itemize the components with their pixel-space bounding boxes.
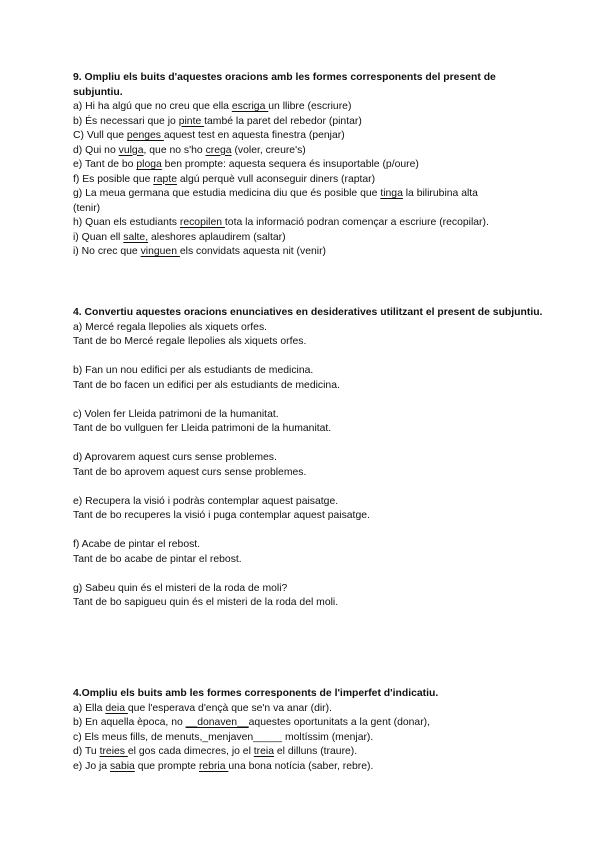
line-text: (tenir) xyxy=(73,202,101,214)
text-line xyxy=(73,187,543,202)
line-text: els convidats aquesta nit (venir) xyxy=(179,246,326,257)
blank-line xyxy=(73,437,543,452)
line-text: b) Fan un nou edifici per als estudiants de medicina. xyxy=(73,365,314,376)
text-line xyxy=(73,321,543,336)
filled-answer: treies xyxy=(99,746,128,757)
line-text: a) Hi ha algú que no creu que ella xyxy=(73,101,232,112)
filled-answer: recopilen xyxy=(179,217,225,228)
line-text: Tant de bo Mercé regale llepolies als xiquets orfes. xyxy=(73,336,307,347)
line-text: d) Aprovarem aquest curs sense problemes. xyxy=(73,452,277,463)
filled-answer: deia xyxy=(105,702,128,714)
text-line xyxy=(73,364,543,379)
exercise-4-imperfect-section xyxy=(73,687,543,774)
text-line xyxy=(73,100,543,115)
blank-line xyxy=(73,524,543,539)
text-line xyxy=(73,422,543,437)
exercise-title: 9. Ompliu els buits d'aquestes oracions amb les formes corresponents del present de subjuntiu. xyxy=(73,72,496,98)
line-text: també la paret del rebedor (pintar) xyxy=(204,115,362,127)
line-text: b) És necessari que jo xyxy=(73,115,179,127)
text-line xyxy=(73,216,543,231)
filled-answer: rebria xyxy=(198,760,229,772)
filled-answer: salte, xyxy=(123,231,149,243)
text-line xyxy=(73,129,543,144)
filled-answer: crega xyxy=(205,144,232,156)
line-text: , que no s'ho xyxy=(143,144,206,156)
text-line xyxy=(73,245,543,260)
line-text: aquestes oportunitats a la gent (donar), xyxy=(248,717,431,728)
filled-answer: tinga xyxy=(380,188,403,199)
filled-answer: __donaven__ xyxy=(185,717,249,728)
line-text: C) Vull que xyxy=(73,130,127,141)
line-text: e) Recupera la visió i podràs contemplar aquest paisatge. xyxy=(73,495,339,507)
blank-line xyxy=(73,393,543,408)
line-text: d) Tu xyxy=(73,746,100,757)
line-text: b) En aquella època, no xyxy=(73,717,186,728)
filled-answer: vulga xyxy=(118,144,144,156)
filled-answer: treia xyxy=(253,746,274,757)
text-line xyxy=(73,451,543,466)
text-line xyxy=(73,596,543,611)
filled-answer: penges xyxy=(126,130,164,141)
filled-answer: sabia xyxy=(109,760,135,772)
text-line xyxy=(73,582,543,597)
text-line xyxy=(73,553,543,568)
exercise-lines xyxy=(73,702,543,775)
line-text: aquest test en aquesta finestra (penjar) xyxy=(163,130,345,141)
line-text: i) No crec que xyxy=(73,246,141,257)
line-text: Tant de bo recuperes la visió i puga contemplar aquest paisatge. xyxy=(73,510,370,521)
line-text: e) Tant de bo xyxy=(73,159,137,170)
line-text: g) La meua germana que estudia medicina diu que és posible que xyxy=(73,188,381,199)
text-line xyxy=(73,466,543,481)
line-text: un llibre (escriure) xyxy=(268,101,352,112)
text-line xyxy=(73,335,543,350)
filled-answer: vinguen xyxy=(140,246,180,257)
filled-answer: rapte xyxy=(153,173,177,185)
line-text: el dilluns (traure). xyxy=(274,746,358,757)
text-line xyxy=(73,173,543,188)
text-line xyxy=(73,760,543,775)
line-text: a) Mercé regala llepolies als xiquets orfes. xyxy=(73,321,268,333)
line-text: el gos cada dimecres, jo el xyxy=(127,746,254,757)
text-line xyxy=(73,538,543,553)
line-text: ben prompte: aquesta sequera és insuportable (p/oure) xyxy=(161,159,419,170)
line-text: (voler, creure's) xyxy=(231,144,306,156)
exercise-lines xyxy=(73,321,543,611)
text-line xyxy=(73,115,543,130)
text-line xyxy=(73,158,543,173)
line-text: g) Sabeu quin és el misteri de la roda de moli? xyxy=(73,582,288,594)
line-text: que l'esperava d'ençà que se'n va anar (dir). xyxy=(127,702,332,714)
line-text: Tant de bo acabe de pintar el rebost. xyxy=(73,553,242,565)
blank-line xyxy=(73,350,543,365)
line-text: c) Volen fer Lleida patrimoni de la humanitat. xyxy=(73,408,279,420)
filled-answer: escriga xyxy=(231,101,269,112)
exercise-title: 4.Ompliu els buits amb les formes corresponents de l'imperfet d'indicatiu. xyxy=(73,688,439,699)
text-line xyxy=(73,202,543,217)
line-text: algú perquè vull aconseguir diners (raptar) xyxy=(176,173,376,185)
line-text: e) Jo ja xyxy=(73,760,110,772)
text-line xyxy=(73,379,543,394)
exercise-9-section xyxy=(73,71,543,260)
text-line xyxy=(73,745,543,760)
exercise-lines xyxy=(73,100,543,260)
text-line xyxy=(73,495,543,510)
text-line xyxy=(73,702,543,717)
line-text: tota la informació podran començar a escriure (recopilar). xyxy=(224,217,489,228)
line-text: i) Quan ell xyxy=(73,231,124,243)
text-line xyxy=(73,716,543,731)
blank-line xyxy=(73,567,543,582)
text-line xyxy=(73,144,543,159)
line-text: Tant de bo aprovem aquest curs sense problemes. xyxy=(73,466,307,478)
line-text: h) Quan els estudiants xyxy=(73,217,180,228)
text-line xyxy=(73,509,543,524)
line-text: que prompte xyxy=(134,760,199,772)
filled-answer: ploga xyxy=(136,159,162,170)
text-line xyxy=(73,731,543,746)
line-text: la bilirubina alta xyxy=(402,188,478,199)
line-text: Tant de bo sapigueu quin és el misteri de la roda del moli. xyxy=(73,597,339,608)
line-text: a) Ella xyxy=(73,702,106,714)
line-text: c) Els meus fills, de menuts,_menjaven_____ moltíssim (menjar). xyxy=(73,731,374,743)
text-line xyxy=(73,408,543,423)
exercise-title: 4. Convertiu aquestes oracions enunciatives en desideratives utilitzant el present de subjuntiu. xyxy=(73,307,543,318)
line-text: f) Es posible que xyxy=(73,173,154,185)
text-line xyxy=(73,231,543,246)
line-text: una bona notícia (saber, rebre). xyxy=(228,760,374,772)
exercise-4-desideratives-section xyxy=(73,306,543,611)
line-text: aleshores aplaudirem (saltar) xyxy=(148,231,286,243)
line-text: d) Qui no xyxy=(73,144,119,156)
line-text: f) Acabe de pintar el rebost. xyxy=(73,539,201,550)
line-text: Tant de bo facen un edifici per als estudiants de medicina. xyxy=(73,379,340,391)
filled-answer: pinte xyxy=(178,115,205,127)
line-text: Tant de bo vullguen fer Lleida patrimoni de la humanitat. xyxy=(73,423,332,434)
blank-line xyxy=(73,480,543,495)
